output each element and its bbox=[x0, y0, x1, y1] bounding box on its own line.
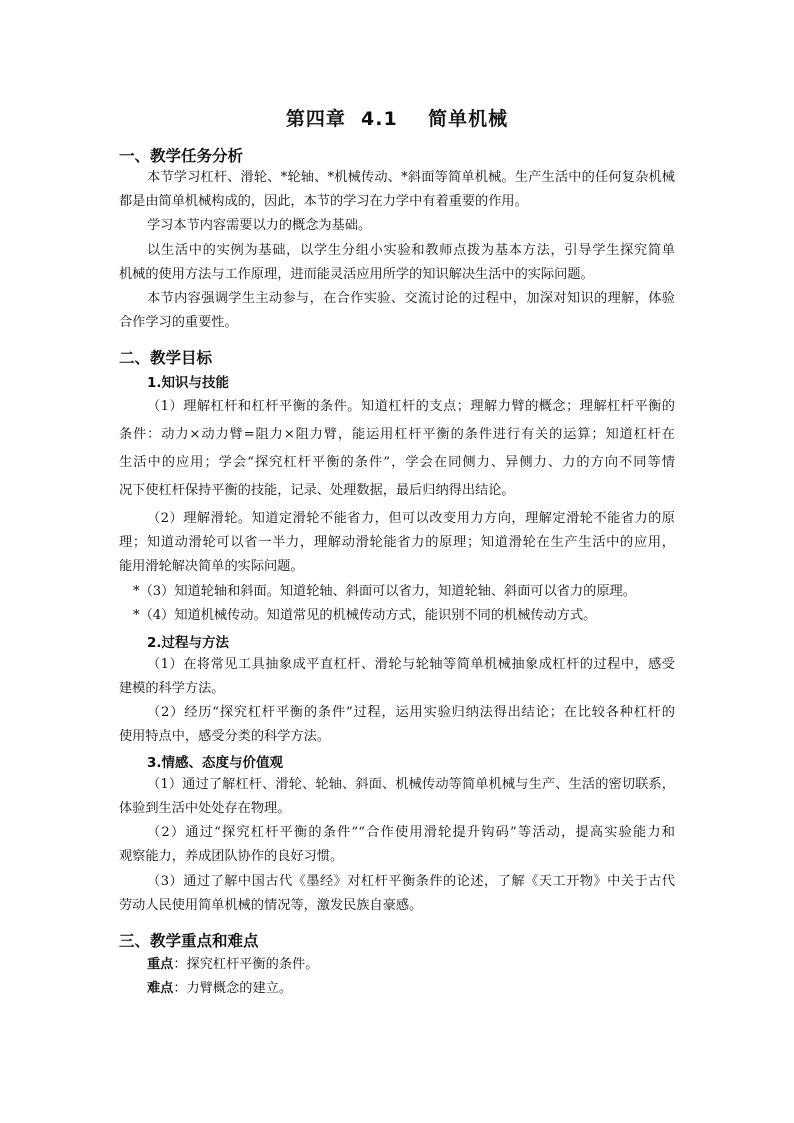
paragraph-line: （1）在将常见工具抽象成平直杠杆、滑轮与轮轴等简单机械抽象成杠杆的过程中，感受 bbox=[147, 657, 675, 672]
paragraph-line: （2）经历“探究杠杆平衡的条件”过程，运用实验归纳法得出结论；在比较各种杠杆的 bbox=[147, 705, 675, 720]
paragraph-line: *（4）知道机械传动。知道常见的机械传动方式，能识别不同的机械传动方式。 bbox=[133, 608, 597, 623]
paragraph-line: （1）通过了解杠杆、滑轮、轮轴、斜面、机械传动等简单机械与生产、生活的密切联系， bbox=[147, 777, 675, 792]
paragraph-line: 体验到生活中处处存在物理。 bbox=[119, 801, 291, 816]
difficulty-line bbox=[147, 979, 675, 999]
paragraph-line: 本节学习杠杆、滑轮、*轮轴、*机械传动、*斜面等简单机械。生产生活中的任何复杂机械 bbox=[147, 170, 675, 185]
paragraph-line: 建模的科学方法。 bbox=[119, 681, 225, 696]
paragraph-line: 使用特点中，感受分类的科学方法。 bbox=[119, 729, 330, 744]
paragraph-line: 能用滑轮解决简单的实际问题。 bbox=[119, 559, 304, 574]
paragraph-line: （3）通过了解中国古代《墨经》对杠杆平衡条件的论述，了解《天工开物》中关于古代 bbox=[147, 874, 675, 889]
difficulty-label: 难点 bbox=[147, 981, 174, 996]
paragraph-line: 都是由简单机械构成的，因此，本节的学习在力学中有着重要的作用。 bbox=[119, 194, 528, 209]
paragraph-line: 合作学习的重要性。 bbox=[119, 315, 238, 330]
paragraph-line: 条件：动力×动力臂=阻力×阻力臂，能运用杠杆平衡的条件进行有关的运算；知道杠杆在 bbox=[119, 427, 675, 442]
paragraph-line: 理；知道动滑轮可以省一半力，理解动滑轮能省力的原理；知道滑轮在生产生活中的应用， bbox=[119, 535, 675, 550]
paragraph-line: 学习本节内容需要以力的概念为基础。 bbox=[147, 218, 372, 233]
key-point-line bbox=[147, 955, 675, 975]
paragraph-line: 况下使杠杆保持平衡的技能，记录、处理数据，最后归纳得出结论。 bbox=[119, 483, 515, 498]
paragraph-line: 观察能力，养成团队协作的良好习惯。 bbox=[119, 849, 344, 864]
section-heading-key-difficult: 三、教学重点和难点 bbox=[119, 932, 259, 950]
paragraph-line: 机械的使用方法与工作原理，进而能灵活应用所学的知识解决生活中的实际问题。 bbox=[119, 267, 594, 282]
paragraph-line: 生活中的应用；学会“探究杠杆平衡的条件”，学会在同侧力、异侧力、力的方向不同等情 bbox=[119, 455, 675, 470]
section-heading-objectives: 二、教学目标 bbox=[119, 349, 213, 367]
paragraph-line: 以生活中的实例为基础，以学生分组小实验和教师点拨为基本方法，引导学生探究简单 bbox=[147, 243, 675, 258]
subheading-knowledge-skills: 1.知识与技能 bbox=[147, 375, 230, 391]
subheading-process-methods: 2.过程与方法 bbox=[147, 635, 230, 651]
paragraph-line: （2）通过“探究杠杆平衡的条件”“合作使用滑轮提升钩码”等活动，提高实验能力和 bbox=[147, 825, 675, 840]
paragraph-line: （2）理解滑轮。知道定滑轮不能省力，但可以改变用力方向，理解定滑轮不能省力的原 bbox=[147, 511, 675, 526]
subheading-emotion-values: 3.情感、态度与价值观 bbox=[147, 755, 284, 771]
section-heading-task-analysis: 一、教学任务分析 bbox=[119, 147, 244, 165]
paragraph-line: *（3）知道轮轴和斜面。知道轮轴、斜面可以省力，知道轮轴、斜面可以省力的原理。 bbox=[133, 584, 636, 599]
difficulty-text: ：力臂概念的建立。 bbox=[173, 981, 293, 996]
key-point-label: 重点 bbox=[147, 957, 174, 972]
paragraph-line: 劳动人民使用简单机械的情况等，激发民族自豪感。 bbox=[119, 898, 423, 913]
paragraph-line: （1）理解杠杆和杠杆平衡的条件。知道杠杆的支点；理解力臂的概念；理解杠杆平衡的 bbox=[147, 399, 675, 414]
chapter-title: 第四章 4.1 简单机械 bbox=[285, 108, 509, 130]
key-point-text: ：探究杠杆平衡的条件。 bbox=[173, 957, 319, 972]
paragraph-line: 本节内容强调学生主动参与，在合作实验、交流讨论的过程中，加深对知识的理解，体验 bbox=[147, 291, 675, 306]
